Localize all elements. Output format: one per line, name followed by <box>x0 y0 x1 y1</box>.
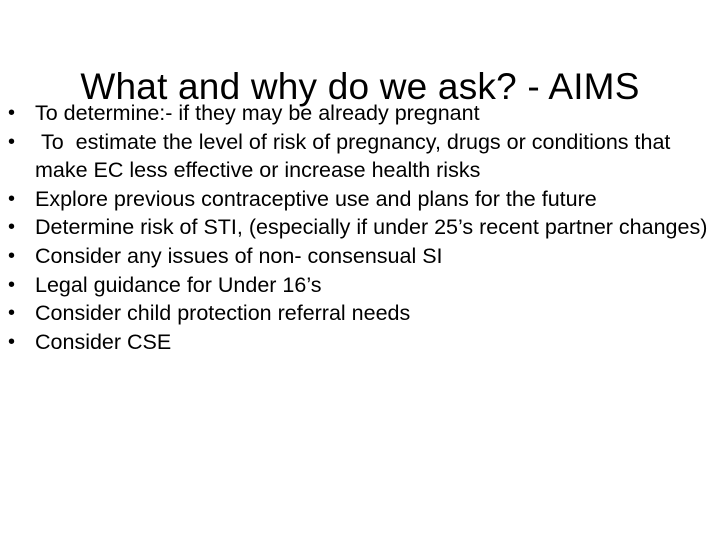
bullet-text: Consider any issues of non- consensual SI <box>35 243 443 268</box>
slide-title: What and why do we ask? - AIMS <box>80 65 640 107</box>
bullet-item <box>8 242 716 271</box>
bullet-icon: • <box>8 273 16 296</box>
bullet-icon: • <box>8 102 16 124</box>
bullet-text: Legal guidance for Under 16’s <box>35 272 322 297</box>
bullet-text: Consider child protection referral needs <box>35 301 411 326</box>
bullet-icon: • <box>8 302 16 325</box>
bullet-icon: • <box>8 244 16 267</box>
bullet-text: Determine risk of STI, (especially if under 25’s recent partner changes) <box>35 215 708 240</box>
bullet-item <box>8 99 716 128</box>
bullet-icon: • <box>8 216 16 239</box>
bullet-item <box>8 271 716 300</box>
bullet-item <box>8 213 716 242</box>
bullet-item <box>8 328 716 357</box>
bullet-icon: • <box>8 130 16 153</box>
bullet-item <box>8 185 716 214</box>
bullet-text: Explore previous contraceptive use and plans for the future <box>35 186 597 211</box>
bullet-text: To determine:- if they may be already pregnant <box>35 101 480 125</box>
bullet-icon: • <box>8 187 16 210</box>
bullet-text: To estimate the level of risk of pregnancy, drugs or conditions that make EC less effective or increase health risks <box>35 129 677 183</box>
bullet-text: Consider CSE <box>35 329 172 354</box>
bullet-item <box>8 128 716 185</box>
bullet-icon: • <box>8 330 16 353</box>
bullet-item <box>8 299 716 328</box>
bullet-list <box>8 99 716 356</box>
